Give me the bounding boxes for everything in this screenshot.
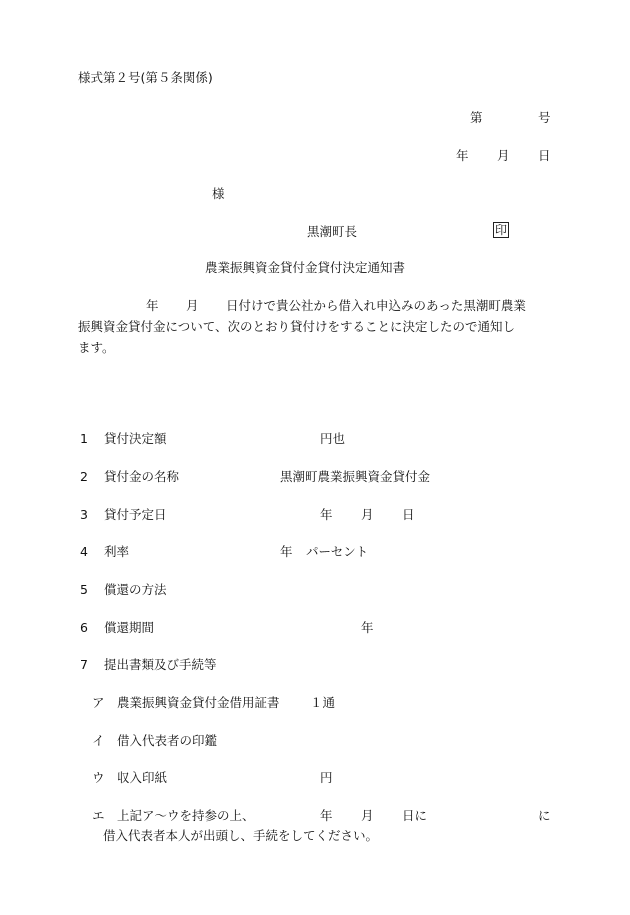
sub-item-e-mark: エ	[92, 808, 105, 823]
date-month: 月	[497, 148, 510, 163]
doc-number-prefix: 第	[470, 110, 483, 125]
item-3-label: 貸付予定日	[104, 507, 167, 522]
item-4-year: 年	[280, 544, 293, 559]
date-day: 日	[538, 148, 551, 163]
document-title: 農業振興資金貸付金貸付決定通知書	[205, 260, 406, 275]
addressee-suffix: 様	[212, 186, 225, 201]
sub-item-e-place-suffix: に	[538, 808, 551, 823]
doc-number-suffix: 号	[538, 110, 551, 125]
item-2-label: 貸付金の名称	[104, 469, 180, 484]
item-3-year: 年	[320, 507, 333, 522]
body-line1: 日付けで貴公社から借入れ申込みのあった黒潮町農業	[226, 298, 526, 313]
item-2-number: 2	[80, 469, 88, 484]
issuer-name: 黒潮町長	[307, 224, 358, 239]
body-month: 月	[186, 298, 199, 313]
sub-item-e-day: 日に	[402, 808, 428, 823]
sub-item-e-label: 上記ア〜ウを持参の上、	[117, 808, 255, 823]
item-1-number: 1	[80, 431, 88, 446]
item-7-number: 7	[80, 657, 88, 672]
item-3-month: 月	[361, 507, 374, 522]
item-6-label: 償還期間	[104, 620, 155, 635]
seal-mark	[493, 224, 509, 238]
item-6-number: 6	[80, 620, 88, 635]
item-1-label: 貸付決定額	[104, 431, 167, 446]
item-6-value: 年	[361, 620, 374, 635]
form-label: 様式第２号(第５条関係)	[78, 70, 213, 85]
sub-item-u-label: 収入印紙	[117, 770, 168, 785]
item-3-number: 3	[80, 507, 88, 522]
sub-item-a-value: １通	[310, 695, 336, 710]
body-year: 年	[146, 298, 159, 313]
sub-item-e-month: 月	[361, 808, 374, 823]
item-1-value: 円也	[320, 431, 346, 446]
sub-item-a-label: 農業振興資金貸付金借用証書	[117, 695, 280, 710]
sub-item-u-mark: ウ	[92, 770, 105, 785]
item-2-value: 黒潮町農業振興資金貸付金	[280, 469, 431, 484]
item-7-label: 提出書類及び手続等	[104, 657, 217, 672]
body-line2: 振興資金貸付金について、次のとおり貸付けをすることに決定したので通知し	[78, 319, 516, 334]
item-5-number: 5	[80, 582, 88, 597]
sub-item-e-line2: 借入代表者本人が出頭し、手続をしてください。	[103, 828, 379, 843]
item-4-label: 利率	[104, 544, 130, 559]
sub-item-i-label: 借入代表者の印鑑	[117, 733, 218, 748]
item-4-number: 4	[80, 544, 88, 559]
seal-glyph: 印	[495, 223, 508, 237]
sub-item-u-value: 円	[320, 770, 333, 785]
item-5-label: 償還の方法	[104, 582, 167, 597]
body-line3: ます。	[78, 340, 115, 355]
sub-item-e-year: 年	[320, 808, 333, 823]
item-4-value: パーセント	[306, 544, 369, 559]
sub-item-i-mark: イ	[92, 733, 105, 748]
item-3-day: 日	[402, 507, 415, 522]
date-year: 年	[456, 148, 469, 163]
sub-item-a-mark: ア	[92, 695, 105, 710]
